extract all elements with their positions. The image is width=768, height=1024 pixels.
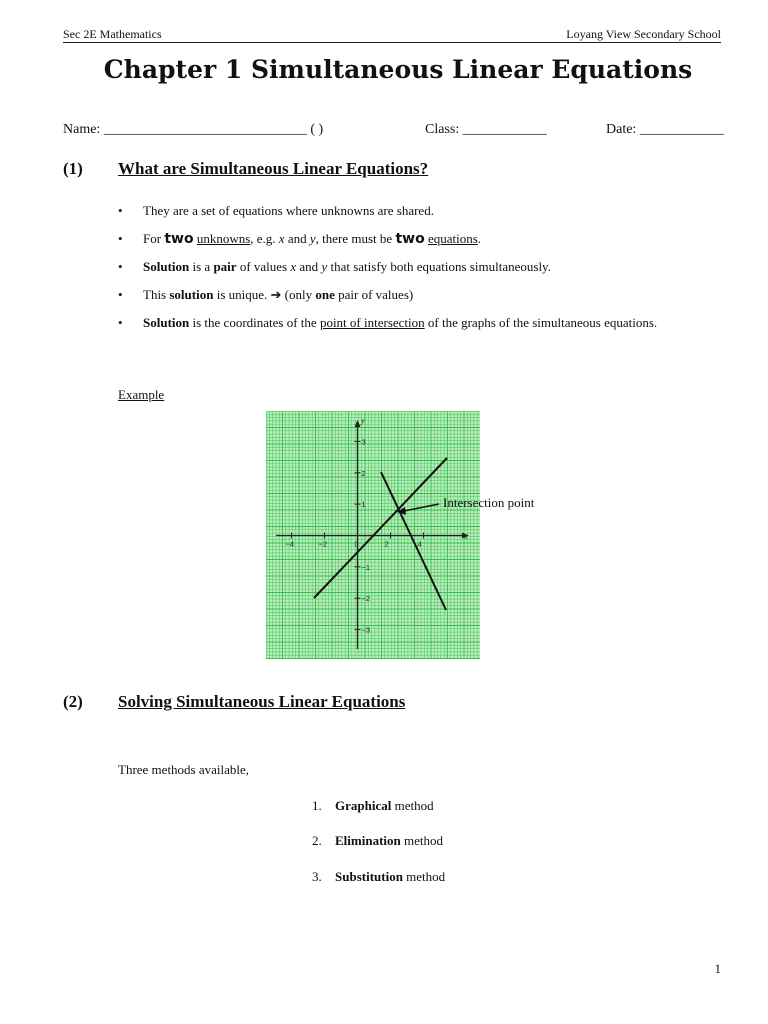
b2-bold-two: two [164, 231, 194, 247]
bullet-item-5 [118, 309, 718, 337]
method-1-suffix: method [391, 798, 434, 813]
b3-x: x [290, 259, 297, 274]
bullet-item-3 [118, 253, 718, 281]
b2-y: y [309, 231, 316, 246]
x-axis-label: x [464, 532, 468, 541]
b2-unknowns: unknowns [196, 231, 251, 246]
b3-p3: and [296, 259, 322, 274]
b2-p4: , there must be [315, 231, 396, 246]
y-tick-label: −2 [361, 594, 371, 604]
section1-title: What are Simultaneous Linear Equations? [118, 159, 429, 178]
example-label: Example [118, 387, 165, 402]
b2-equations: equations [427, 231, 478, 246]
header-divider [63, 42, 721, 43]
bullet-item-1 [118, 197, 718, 225]
class-field: Class: ____________ [425, 122, 547, 137]
method-3-suffix: method [402, 869, 446, 884]
b2-p5: . [477, 231, 482, 246]
intersection-label: Intersection point [443, 495, 535, 510]
y-tick-label: 2 [361, 468, 366, 478]
b5-p1: is the coordinates of the [189, 315, 320, 330]
b3-y: y [321, 259, 328, 274]
x-tick-label: −2 [318, 539, 328, 549]
method-3-number: 3. [312, 869, 322, 884]
section2-title: Solving Simultaneous Linear Equations [118, 692, 406, 711]
b3-solution: Solution [143, 259, 190, 274]
b4-p4: pair of values) [334, 287, 414, 302]
header-school: Loyang View Secondary School [566, 27, 721, 41]
header-course: Sec 2E Mathematics [63, 27, 162, 41]
b3-p1: is a [189, 259, 214, 274]
y-tick-label: 3 [361, 437, 366, 447]
b2-p1: For [143, 231, 165, 246]
section1-number: (1) [63, 159, 83, 178]
method-2-suffix: method [400, 833, 443, 848]
b3-pair: pair [213, 259, 237, 274]
x-tick-label: 4 [417, 539, 422, 549]
b2-x: x [278, 231, 285, 246]
y-axis-label: y [361, 416, 365, 425]
arrow-icon: ➔ [270, 287, 282, 302]
date-field: Date: ____________ [606, 122, 724, 137]
b4-p2: is unique. [213, 287, 271, 302]
y-tick-label: −3 [361, 625, 371, 635]
b5-p2: of the graphs of the simultaneous equations. [424, 315, 658, 330]
b2-bold-two-2: two [395, 231, 425, 247]
method-2-name: Elimination [335, 833, 401, 848]
b4-solution: solution [169, 287, 214, 302]
y-tick-label: −1 [361, 562, 371, 572]
b4-one: one [315, 287, 335, 302]
method-1-number: 1. [312, 798, 322, 813]
b4-p1: This [143, 287, 170, 302]
method-1-name: Graphical [335, 798, 392, 813]
method-2 [335, 833, 443, 849]
bullet-item-2 [118, 225, 718, 253]
bullet-item-4 [118, 281, 718, 309]
x-tick-label: −4 [285, 539, 295, 549]
method-3-name: Substitution [335, 869, 403, 884]
method-3 [335, 869, 445, 885]
method-1 [335, 798, 434, 814]
section2-number: (2) [63, 692, 83, 711]
b2-p3: and [284, 231, 310, 246]
b3-p2: of values [236, 259, 291, 274]
y-tick-label: 1 [361, 500, 366, 510]
x-tick-label: 0 [354, 539, 359, 549]
b2-p2: , e.g. [250, 231, 279, 246]
method-2-number: 2. [312, 833, 322, 848]
methods-intro: Three methods available, [118, 762, 250, 777]
b4-p3: (only [281, 287, 316, 302]
b5-solution: Solution [143, 315, 190, 330]
page-number: 1 [714, 961, 721, 976]
bullet-list [118, 197, 718, 337]
page-title: Chapter 1 Simultaneous Linear Equations [103, 55, 693, 84]
x-tick-label: 2 [384, 539, 389, 549]
name-field: Name: _____________________________ ( ) [63, 122, 324, 137]
example-graph [266, 411, 480, 659]
b5-point-of-intersection: point of intersection [319, 315, 425, 330]
bullet-1-text: They are a set of equations where unknowns are shared. [143, 203, 434, 218]
b3-p4: that satisfy both equations simultaneously. [327, 259, 551, 274]
